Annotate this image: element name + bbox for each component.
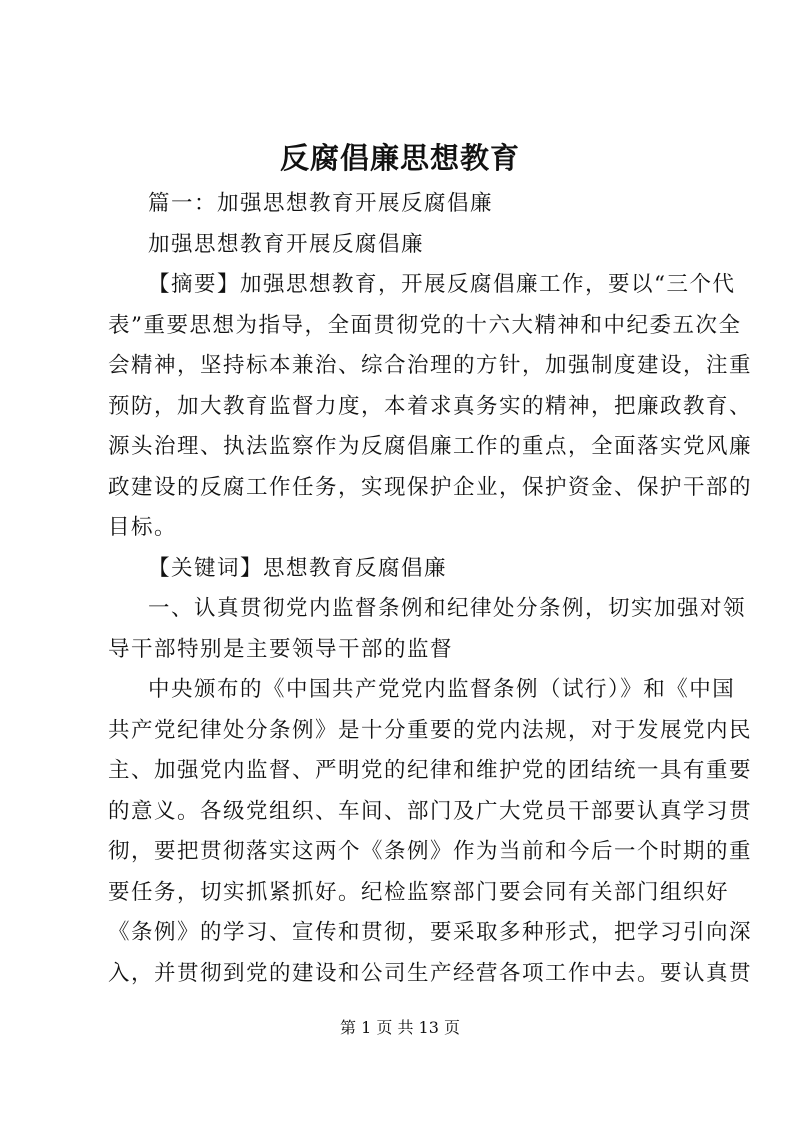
text-line: 的意义。各级党组织、车间、部门及广大党员干部要认真学习贯: [108, 798, 753, 824]
page-footer: 第 1 页 共 13 页: [340, 1018, 460, 1037]
text-line: 入，并贯彻到党的建设和公司生产经营各项工作中去。要认真贯: [108, 960, 753, 986]
text-line: 表”重要思想为指导，全面贯彻党的十六大精神和中纪委五次全: [108, 312, 742, 338]
page-title: 反腐倡廉思想教育: [279, 141, 520, 175]
text-line: 政建设的反腐工作任务，实现保护企业，保护资金、保护干部的: [108, 474, 753, 500]
text-line: 《条例》的学习、宣传和贯彻，要采取多种形式，把学习引向深: [108, 920, 753, 945]
text-line: 会精神，坚持标本兼治、综合治理的方针，加强制度建设，注重: [108, 353, 753, 378]
text-line: 目标。: [108, 515, 178, 540]
text-line: 一、认真贯彻党内监督条例和纪律处分条例，切实加强对领: [148, 596, 747, 621]
text-line: 中央颁布的《中国共产党党内监督条例（试行）》和《中国: [148, 677, 736, 702]
text-line: 主、加强党内监督、严明党的纪律和维护党的团结统一具有重要: [108, 758, 753, 783]
text-line: 预防，加大教育监督力度，本着求真务实的精神，把廉政教育、: [108, 393, 753, 419]
text-line: 篇一：加强思想教育开展反腐倡廉: [148, 191, 494, 216]
text-line: 【摘要】加强思想教育，开展反腐倡廉工作，要以“三个代: [148, 272, 736, 297]
text-line: 彻，要把贯彻落实这两个《条例》作为当前和今后一个时期的重: [108, 839, 753, 864]
text-line: 加强思想教育开展反腐倡廉: [148, 231, 425, 257]
text-line: 共产党纪律处分条例》是十分重要的党内法规，对于发展党内民: [108, 717, 753, 743]
text-line: 【关键词】思想教育反腐倡廉: [148, 555, 448, 581]
document-body: [108, 184, 753, 994]
text-line: 导干部特别是主要领导干部的监督: [108, 636, 454, 662]
text-line: 源头治理、执法监察作为反腐倡廉工作的重点，全面落实党风廉: [108, 434, 753, 459]
text-line: 要任务，切实抓紧抓好。纪检监察部门要会同有关部门组织好: [108, 879, 730, 905]
